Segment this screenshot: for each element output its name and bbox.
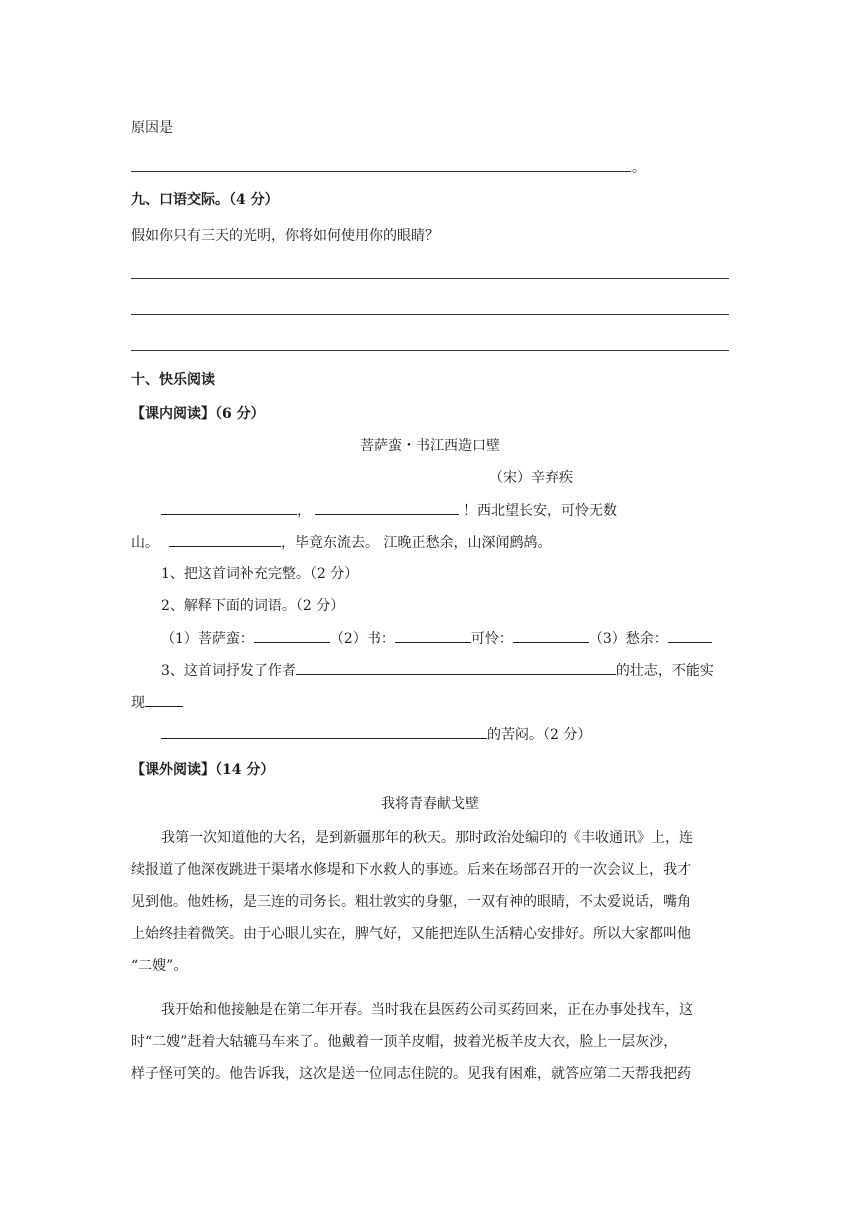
para2-line-1: 我开始和他接触是在第二年开春。当时我在县医药公司买药回来，正在办事处找车，这	[161, 1002, 693, 1018]
reason-label: 原因是	[131, 120, 173, 136]
answer-line-1	[131, 278, 729, 279]
section9-heading: 九、口语交际。（4 分）	[131, 192, 279, 208]
para2-line-3: 样子怪可笑的。他告诉我，这次是送一位同志住院的。见我有困难，就答应第二天帮我把药	[131, 1066, 691, 1082]
question-3-blank-2[interactable]	[145, 692, 183, 707]
question-3-blank-1[interactable]	[296, 660, 616, 675]
question-2: 2、解释下面的词语。（2 分）	[161, 598, 345, 614]
term-shu-blank[interactable]	[395, 628, 471, 643]
poem-line2-text: ，毕竟东流去。 江晚正愁余，山深闻鹧鸪。	[281, 535, 552, 551]
poem-blank-2[interactable]	[315, 500, 459, 515]
poem-title: 菩萨蛮・书江西造口壁	[360, 438, 500, 454]
question-3-end: 的苦闷。（2 分）	[487, 727, 592, 743]
poem-blank-3[interactable]	[169, 532, 281, 547]
poem-line-1	[161, 500, 617, 521]
poem-line-2	[131, 532, 551, 553]
term-chouyu-blank[interactable]	[668, 628, 712, 643]
para1-line-4: 上始终挂着微笑。由于心眼儿实在，脾气好，又能把连队生活精心安排好。所以大家都叫他	[131, 926, 691, 942]
para1-line-5: “二嫂”。	[131, 958, 188, 974]
question-3-line-1	[161, 660, 714, 681]
question-1: 1、把这首词补充完整。（2 分）	[161, 566, 359, 582]
question-3-line2-text: 现	[131, 695, 145, 711]
inclass-heading: 【课内阅读】（6 分）	[131, 406, 265, 422]
poem-blank-1[interactable]	[161, 500, 297, 515]
question-3-mid: 的壮志，不能实	[615, 663, 714, 679]
term-pusaman-label: （1）菩萨蛮：	[161, 631, 254, 647]
reason-answer-line	[131, 171, 631, 172]
reason-end-mark: 。	[632, 160, 646, 176]
section10-heading: 十、快乐阅读	[131, 372, 215, 388]
term-kelian-blank[interactable]	[513, 628, 589, 643]
article-title: 我将青春献戈壁	[381, 796, 479, 812]
term-shu-label: （2）书：	[329, 631, 395, 647]
para1-line-1: 我第一次知道他的大名，是到新疆那年的秋天。那时政治处编印的《丰收通讯》上，连	[161, 830, 693, 846]
poem-line1-text: ！西北望长安，可怜无数	[463, 503, 617, 519]
para1-line-2: 续报道了他深夜跳进干渠堵水修堤和下水救人的事迹。后来在场部召开的一次会议上，我才	[131, 862, 691, 878]
answer-line-2	[131, 314, 729, 315]
question-3-line-3	[161, 724, 591, 745]
outclass-heading: 【课外阅读】（14 分）	[131, 762, 275, 778]
term-pusaman-blank[interactable]	[254, 628, 330, 643]
term-kelian-label: 可怜：	[470, 631, 513, 647]
poem-line1-comma: ，	[297, 503, 311, 519]
question-3-start: 3、这首词抒发了作者	[161, 663, 296, 679]
term-chouyu-label: （3）愁余：	[588, 631, 668, 647]
para1-line-3: 见到他。他姓杨，是三连的司务长。粗壮敦实的身躯，一双有神的眼睛，不太爱说话，嘴角	[131, 894, 691, 910]
question-2-items	[161, 628, 712, 649]
section9-question: 假如你只有三天的光明，你将如何使用你的眼睛？	[131, 228, 439, 244]
answer-line-3	[131, 350, 729, 351]
question-3-line-2	[131, 692, 183, 713]
poem-author: （宋）辛弃疾	[489, 470, 573, 486]
poem-line2-start: 山。	[131, 535, 159, 551]
para2-line-2: 时“二嫂”赶着大轱辘马车来了。他戴着一顶羊皮帽，披着光板羊皮大衣，脸上一层灰沙，	[131, 1034, 678, 1050]
question-3-blank-3[interactable]	[161, 724, 487, 739]
